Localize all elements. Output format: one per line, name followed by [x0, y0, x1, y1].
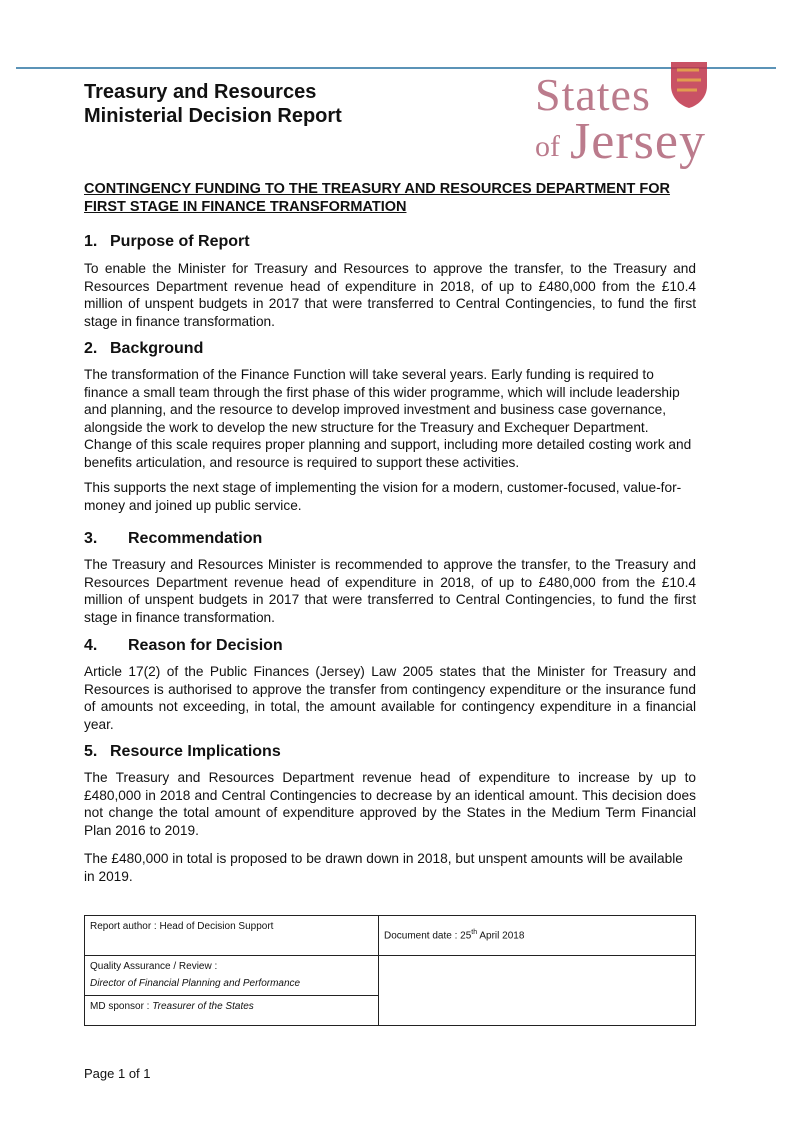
section-number: 5. [84, 743, 98, 760]
md-sponsor-cell [85, 996, 379, 1026]
section-body-3: The Treasury and Resources Minister is recommended to approve the transfer, to the Treasury and Resources Department revenue head of expenditure in 2018, of up to £480,000 from the £10.4 million of unspent budgets in 2017 that were transferred to Central Contingencies, to fund the first stage in finance transformation. [84, 557, 696, 625]
section-title: Purpose of Report [110, 233, 250, 250]
section-body-1: To enable the Minister for Treasury and Resources to approve the transfer, to the Treasury and Resources Department revenue head of expenditure in 2018, of up to £480,000 from the £10.4 million of unspent budgets in 2017 that were transferred to Central Contingencies, to fund the first stage in finance transformation. [84, 261, 696, 329]
main-title-line1: CONTINGENCY FUNDING TO THE TREASURY AND RESOURCES DEPARTMENT FOR [84, 181, 670, 197]
md-sponsor-value: Treasurer of the States [152, 1001, 254, 1012]
report-author-cell [85, 916, 379, 956]
section-number: 1. [84, 233, 98, 250]
section-heading-2 [84, 340, 203, 358]
logo-jersey-text: Jersey [570, 113, 706, 170]
document-date-sup: th [471, 929, 478, 937]
document-date-prefix: Document date : 25 [384, 930, 472, 942]
qa-value: Director of Financial Planning and Performance [90, 978, 301, 989]
section-title: Recommendation [128, 530, 263, 547]
jersey-crest-icon [667, 60, 711, 110]
section-heading-1 [84, 233, 250, 251]
quality-assurance-cell [85, 956, 379, 996]
document-date-suffix: April 2018 [477, 930, 525, 942]
section-title: Background [110, 340, 204, 357]
header-title-line2: Ministerial Decision Report [84, 105, 342, 127]
report-info-table [84, 915, 696, 1026]
qa-label: Quality Assurance / Review : [90, 961, 218, 972]
section-number: 3. [84, 530, 98, 547]
report-header-title [84, 80, 342, 128]
page-number: Page 1 of 1 [84, 1066, 151, 1081]
header-title-line1: Treasury and Resources [84, 81, 317, 103]
states-of-jersey-logo [530, 60, 730, 170]
section-body-5b: The £480,000 in total is proposed to be drawn down in 2018, but unspent amounts will be available in 2019. [84, 851, 683, 884]
empty-cell [379, 956, 696, 1026]
section-title: Reason for Decision [128, 637, 283, 654]
section-body-2: The transformation of the Finance Function will take several years. Early funding is required to finance a small team through the first phase of this wider programme, which will include leadership and planning, and the resource to develop improved investment and business case governance, alongside the work to develop the new structure for the Treasury and Exchequer Department. Change of this scale requires proper planning and support, including more detailed costing work and benefits articulation, and resource is required to support these activities. [84, 367, 692, 470]
logo-states-text: States [535, 69, 651, 120]
document-date-cell [379, 916, 696, 956]
section-number: 2. [84, 340, 98, 357]
section-number: 4. [84, 637, 98, 654]
main-title-line2: FIRST STAGE IN FINANCE TRANSFORMATION [84, 199, 407, 215]
section-heading-3 [84, 530, 262, 548]
section-body-4: Article 17(2) of the Public Finances (Jersey) Law 2005 states that the Minister for Treasury and Resources is authorised to approve the transfer from contingency expenditure or the insurance fund of amounts not exceeding, in total, the amount available for contingency expenditure in a financial year. [84, 664, 696, 732]
section-body-5: The Treasury and Resources Department revenue head of expenditure to increase by up to £480,000 in 2018 and Central Contingencies to decrease by an identical amount. This decision does not change the total amount of expenditure approved by the States in the Medium Term Financial Plan 2016 to 2019. [84, 770, 696, 838]
report-main-title [84, 180, 714, 216]
report-author: Report author : Head of Decision Support [90, 921, 274, 932]
section-heading-4 [84, 637, 283, 655]
section-title: Resource Implications [110, 743, 281, 760]
section-body-2b: This supports the next stage of implementing the vision for a modern, customer-focused, value-for-money and joined up public service. [84, 480, 682, 513]
md-sponsor-label: MD sponsor : [90, 1001, 153, 1012]
logo-of-text: of [535, 130, 560, 163]
section-heading-5 [84, 743, 281, 761]
